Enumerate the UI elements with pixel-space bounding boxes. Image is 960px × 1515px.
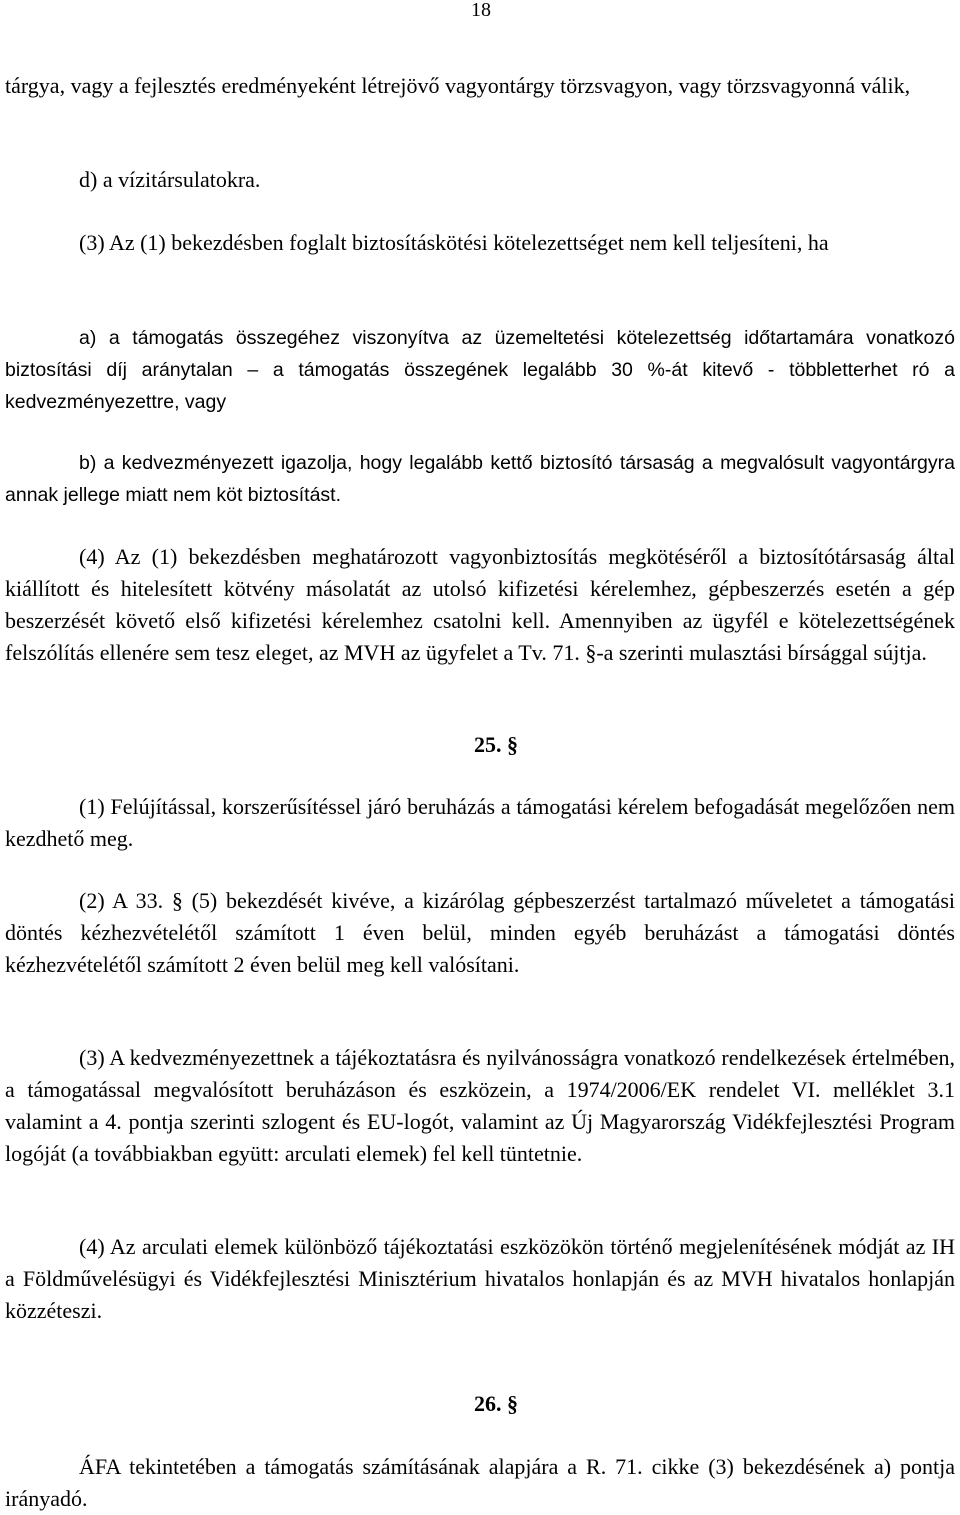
heading-section-26 xyxy=(0,1388,960,1420)
paragraph-section-3: (3) Az (1) bekezdésben foglalt biztosításkötési kötelezettséget nem kell teljesíteni, ha xyxy=(79,230,829,255)
paragraph-26: ÁFA tekintetében a támogatás számításának alapjára a R. 71. cikke (3) bekezdésének a) pontja irányadó. xyxy=(5,1454,955,1511)
paragraph-item-b: b) a kedvezményezett igazolja, hogy legalább kettő biztosító társaság a megvalósult vagyontárgyra annak jellege miatt nem köt biztosítást. xyxy=(5,452,955,506)
paragraph-25-2: (2) A 33. § (5) bekezdését kivéve, a kizárólag gépbeszerzést tartalmazó műveletet a támogatási döntés kézhezvételétől számított 1 éven belül, minden egyéb beruházást a támogatási döntés kézhezvételétől számított 2 éven belül meg kell valósítani. xyxy=(5,888,955,977)
heading-section-25 xyxy=(0,729,960,761)
section-25-number: 25. § xyxy=(474,732,518,757)
page-number: 18 xyxy=(471,0,491,21)
paragraph-item-a: a) a támogatás összegéhez viszonyítva az üzemeltetési kötelezettség időtartamára vonatkozó biztosítási díj aránytalan – a támogatás összegének legalább 30 %-át kitevő - többletterhet ró a kedvezményezettre, vagy xyxy=(5,327,955,413)
paragraph-25-4: (4) Az arculati elemek különböző tájékoztatási eszközökön történő megjelenítésének módját az IH a Földművelésügyi és Vidékfejlesztési Minisztérium hivatalos honlapján és az MVH hivatalos honlapján közzéteszi. xyxy=(5,1234,955,1323)
paragraph-section-4: (4) Az (1) bekezdésben meghatározott vagyonbiztosítás megkötéséről a biztosítótársaság által kiállított és hitelesített kötvény másolatát az utolsó kifizetési kérelemhez, gépbeszerzés esetén a gép beszerzését követő első kifizetési kérelemhez csatolni kell. Amennyiben az ügyfél e kötelezettségének felszólítás ellenére sem tesz eleget, az MVH az ügyfelet a Tv. 71. §-a szerinti mulasztási bírsággal sújtja. xyxy=(5,544,955,665)
paragraph-item-d: d) a vízitársulatokra. xyxy=(79,167,261,192)
section-26-number: 26. § xyxy=(474,1391,518,1416)
paragraph-25-1: (1) Felújítással, korszerűsítéssel járó beruházás a támogatási kérelem befogadását megelőzően nem kezdhető meg. xyxy=(5,794,955,851)
paragraph-continuation: tárgya, vagy a fejlesztés eredményeként létrejövő vagyontárgy törzsvagyon, vagy törzsvagyonná válik, xyxy=(5,73,911,98)
paragraph-25-3: (3) A kedvezményezettnek a tájékoztatásra és nyilvánosságra vonatkozó rendelkezések értelmében, a támogatással megvalósított beruházáson és eszközein, a 1974/2006/EK rendelet VI. melléklet 3.1 valamint a 4. pontja szerinti szlogent és EU-logót, valamint az Új Magyarország Vidékfejlesztési Program logóját (a továbbiakban együtt: arculati elemek) fel kell tüntetnie. xyxy=(5,1045,955,1166)
